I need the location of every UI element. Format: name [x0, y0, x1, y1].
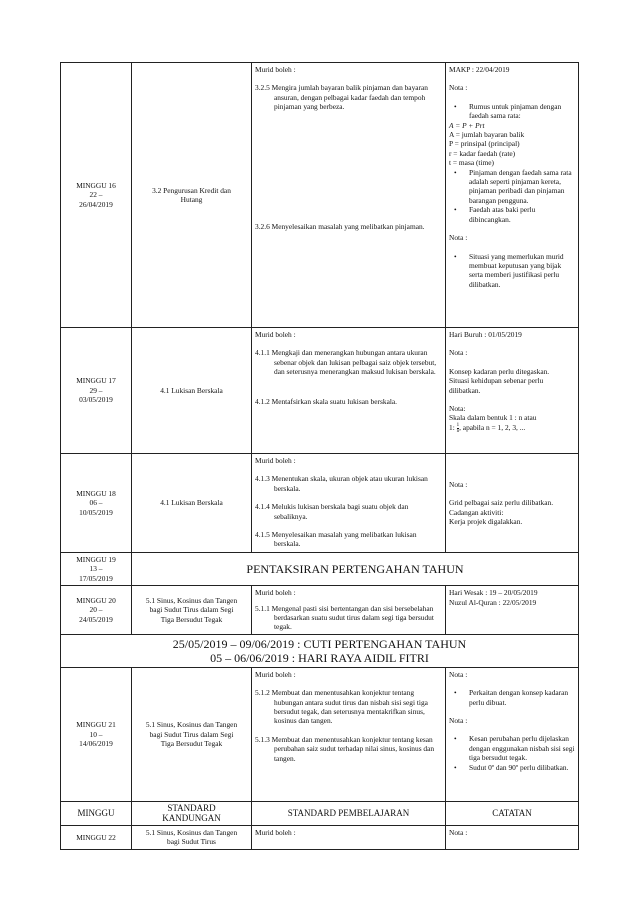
note-label: Nota : — [449, 716, 468, 726]
row-week-21 — [61, 667, 579, 801]
sp-intro: Murid boleh : — [255, 588, 296, 598]
sk-cell — [132, 825, 252, 849]
holiday-line: 05 – 06/06/2019 : HARI RAYA AIDIL FITRI — [210, 650, 429, 665]
week-cell — [61, 328, 132, 454]
sp-intro: Murid boleh : — [255, 456, 296, 465]
sp-intro: Murid boleh : — [255, 827, 296, 837]
note-bullet: • Sudut 0º dan 90º perlu dilibatkan. — [449, 763, 575, 772]
week-dates-end: 24/05/2019 — [79, 614, 113, 624]
sp-cell — [252, 328, 446, 454]
col-header-standard-kandungan: STANDARD KANDUNGAN — [132, 801, 252, 825]
row-week-22 — [61, 825, 579, 849]
week-cell — [61, 63, 132, 328]
week-label: MINGGU 19 — [76, 555, 116, 564]
note-cell — [446, 63, 579, 328]
note-title: Hari Buruh : 01/05/2019 — [449, 330, 522, 339]
sp-cell — [252, 667, 446, 801]
sp-item: 4.1.2 Mentafsirkan skala suatu lukisan berskala. — [255, 396, 398, 406]
sp-item: 4.1.5 Menyelesaikan masalah yang melibatkan lukisan berskala. — [255, 530, 417, 549]
week-dates-end: 17/05/2019 — [79, 573, 113, 583]
sp-item: 4.1.3 Menentukan skala, ukuran objek atau ukuran lukisan berskala. — [255, 474, 428, 493]
sk-text: 4.1 Lukisan Berskala — [160, 385, 223, 395]
row-week-16 — [61, 63, 579, 328]
note-label: Nota : — [449, 669, 468, 679]
definition: r = kadar faedah (rate) — [449, 148, 516, 158]
definition: A = jumlah bayaran balik — [449, 130, 525, 140]
sp-item: 5.1.1 Mengenal pasti sisi bertentangan dan sisi bersebelahan berdasarkan suatu sudut tirus dalam segi tiga bersudut tegak. — [255, 603, 434, 632]
sp-intro: Murid boleh : — [255, 669, 296, 679]
holiday-line: 25/05/2019 – 09/06/2019 : CUTI PERTENGAHAN TAHUN — [172, 636, 467, 651]
week-dates-start: 29 – — [89, 385, 103, 395]
row-week-19 — [61, 553, 579, 586]
note-label: Nota : — [449, 479, 468, 489]
note-label: Nota : — [449, 348, 468, 358]
note-text: Skala dalam bentuk 1 : n atau — [449, 413, 537, 423]
fraction-numerator: 1 — [456, 422, 460, 428]
sk-cell — [132, 586, 252, 635]
note-bullet: • Faedah atas baki perlu dibincangkan. — [449, 205, 575, 224]
week-dates-start: 06 – — [89, 498, 103, 508]
note-bullet: • Pinjaman dengan faedah sama rata adalah seperti pinjaman kereta, pinjaman peribadi dan pinjaman barangan pengguna. — [449, 168, 575, 206]
definition: t = masa (time) — [449, 158, 495, 168]
sk-cell — [132, 328, 252, 454]
sp-intro: Murid boleh : — [255, 330, 296, 339]
row-week-20 — [61, 586, 579, 635]
week-dates-start: 20 – — [89, 605, 103, 615]
sp-item: 5.1.3 Membuat dan menentusahkan konjektur tentang kesan perubahan saiz sudut terhadap nilai sinus, kosinus dan tangen. — [255, 734, 435, 763]
note-cell — [446, 825, 579, 849]
sp-item: 3.2.6 Menyelesaikan masalah yang melibatkan pinjaman. — [255, 221, 425, 231]
note-text: Cadangan aktiviti: — [449, 507, 504, 517]
header-row — [61, 801, 579, 825]
row-holiday — [61, 634, 579, 667]
note-text: Kerja projek digalakkan. — [449, 516, 523, 526]
scale-fraction-line — [449, 423, 575, 434]
formula: A = P + Prt — [449, 120, 485, 130]
week-dates-end: 10/05/2019 — [79, 507, 113, 517]
note-title: Hari Wesak : 19 – 20/05/2019 — [449, 588, 538, 598]
row-week-18 — [61, 454, 579, 553]
sk-cell — [132, 667, 252, 801]
week-label: MINGGU 21 — [76, 720, 116, 730]
note-cell — [446, 328, 579, 454]
sp-cell — [252, 586, 446, 635]
sp-intro: Murid boleh : — [255, 65, 296, 74]
sk-text: 3.2 Pengurusan Kredit dan Hutang — [152, 185, 231, 204]
sp-item: 4.1.1 Mengkaji dan menerangkan hubungan antara ukuran sebenar objek dan lukisan pelbagai saiz objek tersebut, dan seterusnya menerangkan maksud lukisan berskala. — [255, 348, 437, 377]
week-cell — [61, 454, 132, 553]
week-cell — [61, 586, 132, 635]
sp-cell — [252, 825, 446, 849]
exam-banner: PENTAKSIRAN PERTENGAHAN TAHUN — [132, 553, 579, 586]
week-dates-end: 03/05/2019 — [79, 395, 113, 405]
note-text: Grid pelbagai saiz perlu dilibatkan. — [449, 498, 554, 508]
note-label: Nota: — [449, 404, 466, 414]
week-label: MINGGU 22 — [76, 832, 116, 842]
week-cell — [61, 553, 132, 586]
note-cell — [446, 454, 579, 553]
rpt-table — [60, 62, 579, 850]
sp-item: 3.2.5 Mengira jumlah bayaran balik pinjaman dan bayaran ansuran, dengan pelbagai kadar faedah dan tempoh pinjaman yang berbeza. — [255, 83, 429, 112]
week-dates-end: 14/06/2019 — [79, 739, 113, 749]
note-cell — [446, 586, 579, 635]
sk-cell — [132, 454, 252, 553]
week-label: MINGGU 16 — [76, 180, 116, 190]
note-bullet: • Kesan perubahan perlu dijelaskan dengan enggunakan nisbah sisi segi tiga bersudut tegak. — [449, 734, 575, 762]
week-dates-start: 10 – — [89, 729, 103, 739]
note-bullet: • Perkaitan dengan konsep kadaran perlu dibuat. — [449, 688, 575, 707]
sk-text: 5.1 Sinus, Kosinus dan Tangen bagi Sudut Tirus dalam Segi Tiga Bersudut Tegak — [145, 720, 238, 749]
note-text: Situasi kehidupan sebenar perlu dilibatkan. — [449, 376, 544, 395]
col-header-standard-pembelajaran: STANDARD PEMBELAJARAN — [252, 801, 446, 825]
week-dates-start: 13 – — [89, 564, 103, 574]
week-label: MINGGU 20 — [76, 595, 116, 605]
note-bullet: • Rumus untuk pinjaman dengan faedah sama rata: — [449, 102, 575, 121]
row-week-17 — [61, 328, 579, 454]
sk-text: 4.1 Lukisan Berskala — [160, 498, 223, 508]
week-cell — [61, 667, 132, 801]
week-dates-end: 26/04/2019 — [79, 199, 113, 209]
note-title: MAKP : 22/04/2019 — [449, 65, 510, 74]
col-header-minggu: MINGGU — [61, 801, 132, 825]
sp-item: 5.1.2 Membuat dan menentusahkan konjektur tentang hubungan antara sudut tirus dan nisbah sisi segi tiga bersudut tegak, dan seterusnya mentakrifkan sinus, kosinus dan tangen. — [255, 688, 428, 726]
note-title: Nuzul Al-Quran : 22/05/2019 — [449, 597, 537, 607]
sp-item: 4.1.4 Melukis lukisan berskala bagi suatu objek dan sebaliknya. — [255, 502, 409, 521]
col-header-catatan: CATATAN — [446, 801, 579, 825]
note-text: Konsep kadaran perlu ditegaskan. — [449, 366, 550, 376]
scale-suffix: , apabila n = 1, 2, 3, ... — [459, 423, 526, 433]
note-bullet: • Situasi yang memerlukan murid membuat keputusan yang bijak serta memberi justifikasi perlu dilibatkan. — [449, 252, 575, 290]
note-label: Nota : — [449, 233, 468, 243]
note-cell — [446, 667, 579, 801]
sk-text: 5.1 Sinus, Kosinus dan Tangen bagi Sudut Tirus dalam Segi Tiga Bersudut Tegak — [145, 595, 238, 624]
definition: P = prinsipal (principal) — [449, 139, 520, 149]
sp-cell — [252, 454, 446, 553]
sk-cell — [132, 63, 252, 328]
sp-cell — [252, 63, 446, 328]
week-label: MINGGU 18 — [76, 488, 116, 498]
sk-text: 5.1 Sinus, Kosinus dan Tangen bagi Sudut Tirus — [145, 827, 238, 847]
note-label: Nota : — [449, 827, 468, 837]
note-label: Nota : — [449, 83, 468, 93]
fraction-denominator: n — [456, 428, 460, 434]
holiday-banner — [61, 634, 579, 667]
week-label: MINGGU 17 — [76, 376, 116, 386]
week-dates-start: 22 – — [89, 190, 103, 200]
scale-prefix: 1: — [449, 423, 455, 433]
week-cell — [61, 825, 132, 849]
